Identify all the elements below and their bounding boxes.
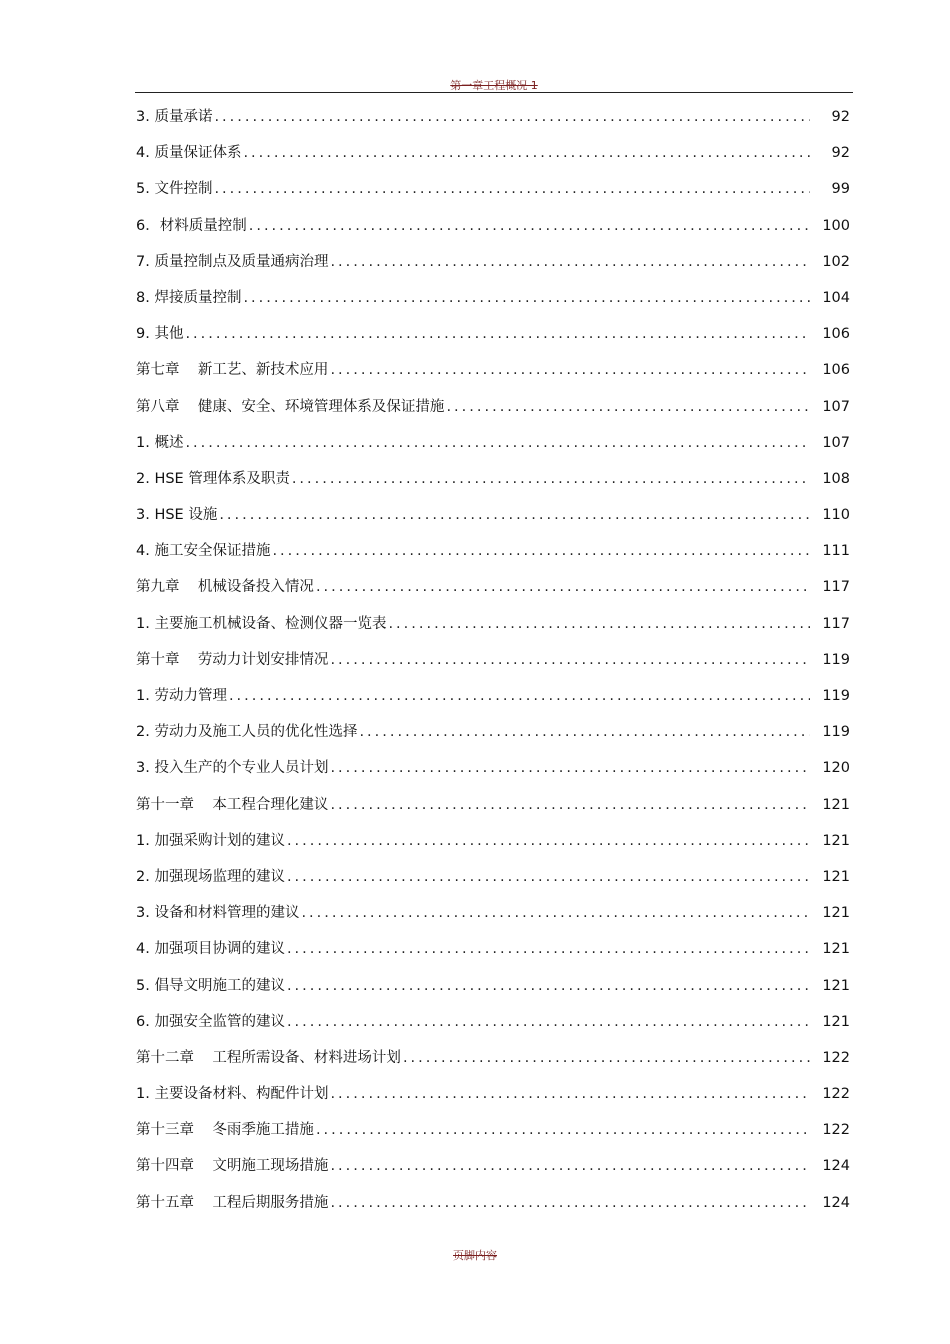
toc-leader-dots (287, 1004, 810, 1040)
toc-leader-dots (287, 931, 810, 967)
toc-leader-dots (287, 859, 810, 895)
toc-entry-page: 92 (831, 109, 850, 125)
toc-entry-page: 108 (822, 470, 850, 487)
toc-entry-title: 2. HSE 管理体系及职责 (136, 470, 290, 487)
toc-entry[interactable] (136, 931, 850, 967)
toc-entry-page: 124 (822, 1158, 850, 1175)
toc-leader-dots (359, 714, 810, 750)
toc-entry-page: 111 (822, 543, 850, 560)
toc-entry-page: 122 (822, 1122, 850, 1139)
toc-entry-title: 4. 加强项目协调的建议 (136, 941, 285, 958)
toc-leader-dots (330, 1148, 810, 1184)
toc-leader-dots (292, 461, 810, 497)
toc-entry-title: 4. 施工安全保证措施 (136, 543, 271, 560)
toc-entry-page: 117 (822, 615, 850, 632)
toc-entry[interactable] (136, 750, 850, 786)
toc-entry-title: 第十五章 工程后期服务措施 (136, 1194, 329, 1211)
toc-entry[interactable] (136, 895, 850, 931)
toc-entry[interactable] (136, 1185, 850, 1221)
toc-entry-title: 6．材料质量控制 (136, 217, 247, 234)
toc-entry-page: 110 (822, 507, 850, 524)
toc-entry-page: 121 (822, 977, 850, 994)
toc-entry-page: 121 (822, 868, 850, 885)
toc-entry[interactable] (136, 208, 850, 244)
toc-entry[interactable] (136, 316, 850, 352)
toc-entry-title: 第十二章 工程所需设备、材料进场计划 (136, 1049, 401, 1066)
toc-entry-page: 120 (822, 760, 850, 777)
toc-leader-dots (243, 280, 810, 316)
toc-leader-dots (185, 316, 810, 352)
toc-entry[interactable] (136, 714, 850, 750)
toc-entry-title: 2. 加强现场监理的建议 (136, 868, 285, 885)
toc-entry-page: 100 (822, 217, 850, 234)
toc-entry[interactable] (136, 497, 850, 533)
toc-entry[interactable] (136, 606, 850, 642)
toc-entry[interactable] (136, 1112, 850, 1148)
toc-leader-dots (330, 244, 810, 280)
toc-entry-title: 3. 质量承诺 (136, 109, 213, 125)
toc-leader-dots (301, 895, 810, 931)
toc-leader-dots (316, 1112, 810, 1148)
toc-leader-dots (272, 533, 810, 569)
toc-entry[interactable] (136, 461, 850, 497)
toc-entry-title: 第七章 新工艺、新技术应用 (136, 362, 329, 379)
toc-leader-dots (214, 171, 810, 207)
toc-entry-title: 第九章 机械设备投入情况 (136, 579, 314, 596)
toc-leader-dots (214, 99, 810, 135)
toc-entry[interactable] (136, 280, 850, 316)
toc-entry-page: 102 (822, 253, 850, 270)
toc-entry-title: 3. HSE 设施 (136, 507, 218, 524)
toc-entry-page: 121 (822, 796, 850, 813)
toc-entry[interactable] (136, 1004, 850, 1040)
toc-entry[interactable] (136, 352, 850, 388)
toc-leader-dots (330, 750, 810, 786)
toc-entry[interactable] (136, 678, 850, 714)
toc-entry[interactable] (136, 1148, 850, 1184)
toc-entry-page: 121 (822, 832, 850, 849)
toc-entry-page: 121 (822, 905, 850, 922)
toc-leader-dots (229, 678, 810, 714)
toc-entry[interactable] (136, 569, 850, 605)
toc-entry-title: 5. 倡导文明施工的建议 (136, 977, 285, 994)
toc-entry[interactable] (136, 533, 850, 569)
toc-leader-dots (330, 352, 810, 388)
toc-leader-dots (403, 1040, 810, 1076)
toc-leader-dots (330, 1185, 810, 1221)
toc-entry-page: 92 (831, 145, 850, 162)
toc-entry-title: 9. 其他 (136, 326, 184, 343)
toc-entry-page: 99 (831, 181, 850, 198)
toc-leader-dots (330, 642, 810, 678)
toc-leader-dots (388, 606, 810, 642)
toc-leader-dots (243, 135, 810, 171)
toc-leader-dots (287, 823, 810, 859)
toc-entry[interactable] (136, 99, 850, 135)
toc-entry-page: 119 (822, 688, 850, 704)
toc-entry-title: 第十章 劳动力计划安排情况 (136, 651, 329, 668)
toc-entry[interactable] (136, 823, 850, 859)
toc-entry-page: 121 (822, 941, 850, 958)
toc-entry-title: 3. 设备和材料管理的建议 (136, 905, 300, 922)
toc-entry-title: 1. 劳动力管理 (136, 688, 227, 704)
toc-leader-dots (330, 1076, 810, 1112)
toc-entry-title: 8. 焊接质量控制 (136, 289, 242, 306)
toc-entry-title: 5. 文件控制 (136, 181, 213, 198)
table-of-contents (136, 99, 850, 1221)
toc-entry-title: 1. 主要施工机械设备、检测仪器一览表 (136, 615, 387, 632)
toc-leader-dots (249, 208, 810, 244)
header-text: 第一章工程概况 1 (450, 79, 538, 92)
toc-entry-title: 第十一章 本工程合理化建议 (136, 796, 329, 813)
toc-entry[interactable] (136, 1040, 850, 1076)
toc-entry[interactable] (136, 642, 850, 678)
toc-entry-title: 第十三章 冬雨季施工措施 (136, 1122, 314, 1139)
toc-entry-title: 4. 质量保证体系 (136, 145, 242, 162)
toc-entry-page: 124 (822, 1194, 850, 1211)
toc-entry[interactable] (136, 171, 850, 207)
toc-entry-title: 1. 概述 (136, 434, 184, 451)
toc-entry-title: 7. 质量控制点及质量通病治理 (136, 253, 329, 270)
toc-entry[interactable] (136, 1076, 850, 1112)
toc-leader-dots (219, 497, 810, 533)
toc-entry-page: 104 (822, 289, 850, 306)
toc-entry[interactable] (136, 787, 850, 823)
toc-entry-title: 2. 劳动力及施工人员的优化性选择 (136, 724, 358, 741)
toc-entry-page: 119 (822, 724, 850, 741)
toc-entry-page: 122 (822, 1049, 850, 1066)
footer-text: 页脚内容 (453, 1249, 497, 1262)
toc-entry-page: 106 (822, 326, 850, 343)
toc-entry[interactable] (136, 425, 850, 461)
page-footer (0, 1244, 950, 1263)
toc-entry-page: 122 (822, 1086, 850, 1103)
toc-entry-title: 第十四章 文明施工现场措施 (136, 1158, 329, 1175)
toc-entry[interactable] (136, 389, 850, 425)
toc-entry-title: 第八章 健康、安全、环境管理体系及保证措施 (136, 398, 445, 415)
toc-entry-page: 119 (822, 651, 850, 668)
toc-entry-title: 1. 加强采购计划的建议 (136, 832, 285, 849)
toc-entry-title: 1. 主要设备材料、构配件计划 (136, 1086, 329, 1103)
toc-entry-title: 3. 投入生产的个专业人员计划 (136, 760, 329, 777)
toc-leader-dots (287, 968, 810, 1004)
toc-entry[interactable] (136, 244, 850, 280)
page-header (135, 72, 853, 93)
toc-entry-page: 107 (822, 398, 850, 415)
toc-entry-page: 106 (822, 362, 850, 379)
toc-entry-page: 121 (822, 1013, 850, 1030)
toc-entry-page: 107 (822, 434, 850, 451)
toc-entry[interactable] (136, 859, 850, 895)
toc-leader-dots (185, 425, 810, 461)
toc-leader-dots (316, 569, 810, 605)
toc-leader-dots (330, 787, 810, 823)
toc-entry-page: 117 (822, 579, 850, 596)
toc-leader-dots (446, 389, 810, 425)
toc-entry[interactable] (136, 968, 850, 1004)
toc-entry[interactable] (136, 135, 850, 171)
toc-entry-title: 6. 加强安全监管的建议 (136, 1013, 285, 1030)
